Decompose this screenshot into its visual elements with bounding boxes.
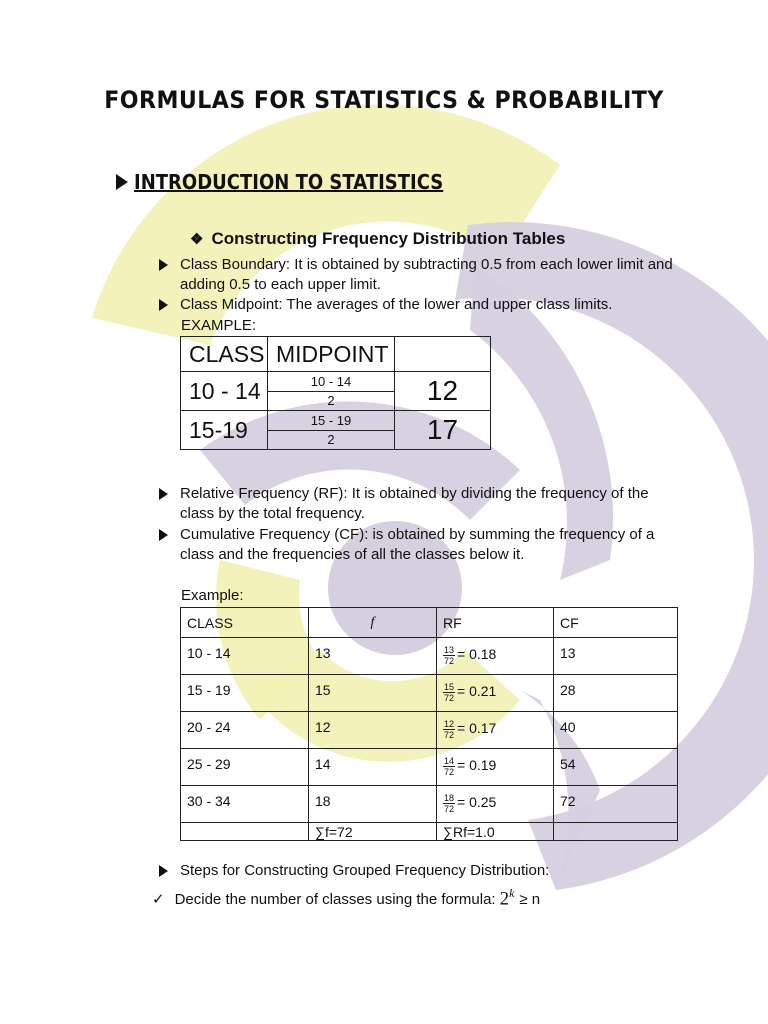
class-cell: 10 - 14 [181, 372, 268, 411]
fraction [443, 645, 455, 666]
table-row [181, 712, 678, 749]
bullet-relative-frequency [159, 484, 685, 524]
table-row [181, 675, 678, 712]
example-label: EXAMPLE: [181, 317, 257, 334]
numerator: 15 - 19 [268, 412, 394, 431]
diamond-bullet-icon: ❖ [190, 231, 204, 248]
cf-cell: 72 [554, 786, 678, 823]
arrow-bullet-icon [159, 299, 168, 311]
numerator: 13 [444, 645, 455, 655]
checklist-item [152, 886, 540, 910]
class-cell: 30 - 34 [181, 786, 309, 823]
bullet-text: Relative Frequency (RF): It is obtained by dividing the frequency of the class by the total frequency. [180, 485, 649, 522]
totals-cf-cell [554, 823, 678, 841]
frequency-cell: 14 [309, 749, 437, 786]
numerator: 10 - 14 [268, 373, 394, 392]
numerator: 14 [444, 756, 455, 766]
cf-cell: 54 [554, 749, 678, 786]
rf-value: = 0.19 [457, 757, 497, 774]
formula-base: 2 [499, 888, 510, 910]
formula-exponent: k [509, 886, 515, 900]
class-cell: 15-19 [181, 411, 268, 450]
rf-cell [437, 712, 554, 749]
header-cell: RF [437, 608, 554, 638]
frequency-cell: 12 [309, 712, 437, 749]
header-cell: MIDPOINT [268, 337, 395, 372]
class-cell: 15 - 19 [181, 675, 309, 712]
class-cell: 20 - 24 [181, 712, 309, 749]
cf-cell: 40 [554, 712, 678, 749]
fraction [443, 793, 455, 814]
table-row [181, 372, 491, 411]
bullet-text: Cumulative Frequency (CF): is obtained by summing the frequency of a class and the frequencies of all the classes below it. [180, 526, 655, 563]
formula-power [500, 886, 515, 910]
totals-row [181, 823, 678, 841]
section-heading-label: INTRODUCTION TO STATISTICS [134, 170, 444, 194]
midpoint-table [180, 336, 491, 450]
rf-value: = 0.18 [457, 646, 497, 663]
bullet-steps-heading [159, 861, 685, 881]
bullet-cumulative-frequency [159, 525, 685, 565]
bullet-text: Steps for Constructing Grouped Frequency Distribution: [180, 862, 550, 879]
subheading-label: Constructing Frequency Distribution Tables [211, 229, 566, 248]
totals-class-cell [181, 823, 309, 841]
checkmark-icon: ✓ [152, 891, 165, 909]
table-header-row [181, 337, 491, 372]
checklist-text: Decide the number of classes using the formula: [174, 891, 496, 909]
denominator: 2 [327, 431, 335, 447]
denominator: 72 [444, 656, 455, 666]
page-title: FORMULAS FOR STATISTICS & PROBABILITY [104, 86, 664, 114]
bullet-class-boundary [159, 255, 685, 295]
bullet-text: Class Boundary: It is obtained by subtracting 0.5 from each lower limit and adding 0.5 to each upper limit. [180, 256, 673, 293]
rf-value: = 0.25 [457, 794, 497, 811]
numerator: 18 [444, 793, 455, 803]
frequency-cell: 15 [309, 675, 437, 712]
formula-cell [268, 372, 395, 411]
arrow-bullet-icon [159, 529, 168, 541]
table-row [181, 749, 678, 786]
header-cell: CLASS [181, 608, 309, 638]
frequency-cell: 13 [309, 638, 437, 675]
midpoint-value: 12 [395, 372, 491, 411]
rf-value: = 0.21 [457, 683, 497, 700]
formula-tail: ≥ n [519, 891, 541, 909]
section-heading [116, 170, 478, 194]
fraction [443, 682, 455, 703]
arrow-bullet-icon [116, 174, 128, 190]
rf-value: = 0.17 [457, 720, 497, 737]
denominator: 72 [444, 693, 455, 703]
table-row [181, 786, 678, 823]
cf-cell: 28 [554, 675, 678, 712]
frequency-table [180, 607, 678, 841]
midpoint-value: 17 [395, 411, 491, 450]
header-cell: CF [554, 608, 678, 638]
numerator: 15 [444, 682, 455, 692]
rf-cell [437, 786, 554, 823]
total-frequency-cell: ∑f=72 [309, 823, 437, 841]
frequency-cell: 18 [309, 786, 437, 823]
table-row [181, 411, 491, 450]
denominator: 72 [444, 730, 455, 740]
fraction [443, 719, 455, 740]
subheading [190, 229, 565, 249]
fraction [443, 756, 455, 777]
denominator: 72 [444, 767, 455, 777]
example-label: Example: [181, 587, 244, 604]
header-cell [395, 337, 491, 372]
formula-cell [268, 411, 395, 450]
bullet-text: Class Midpoint: The averages of the lower and upper class limits. [180, 296, 613, 313]
numerator: 12 [444, 719, 455, 729]
arrow-bullet-icon [159, 259, 168, 271]
header-cell: CLASS [181, 337, 268, 372]
total-rf-cell: ∑Rf=1.0 [437, 823, 554, 841]
table-header-row [181, 608, 678, 638]
denominator: 2 [327, 392, 335, 408]
rf-cell [437, 749, 554, 786]
cf-cell: 13 [554, 638, 678, 675]
table-row [181, 638, 678, 675]
bullet-class-midpoint [159, 295, 685, 315]
arrow-bullet-icon [159, 488, 168, 500]
class-cell: 10 - 14 [181, 638, 309, 675]
denominator: 72 [444, 804, 455, 814]
class-cell: 25 - 29 [181, 749, 309, 786]
rf-cell [437, 638, 554, 675]
arrow-bullet-icon [159, 865, 168, 877]
header-cell: f [309, 608, 437, 638]
rf-cell [437, 675, 554, 712]
